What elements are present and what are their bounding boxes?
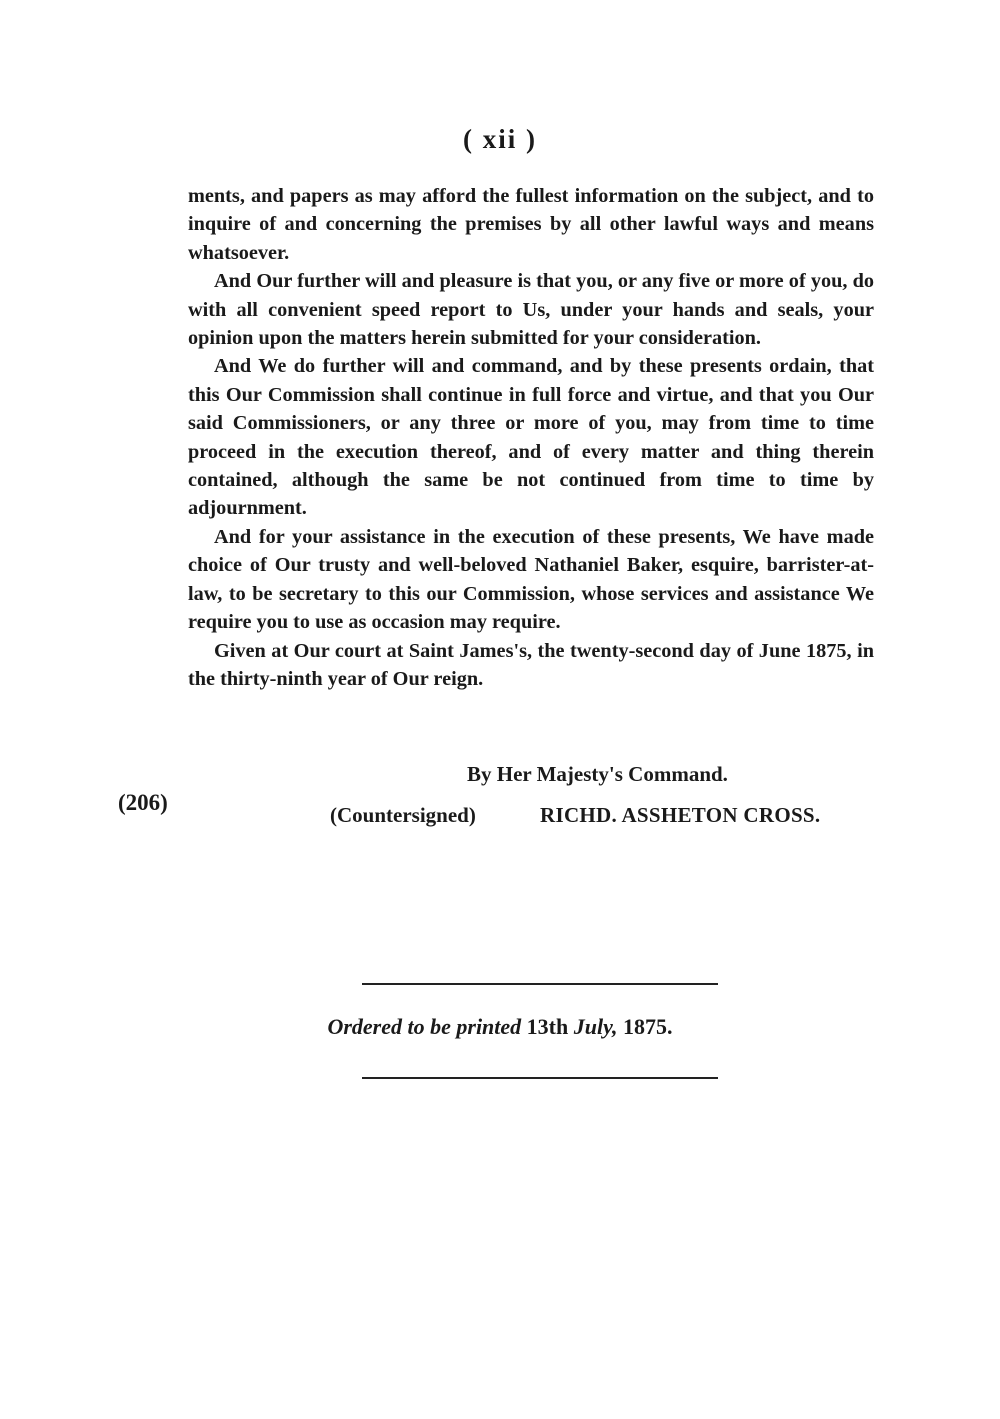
printed-day — [527, 1014, 569, 1039]
printed-month: July, — [573, 1014, 618, 1039]
printed-day-text: 13th — [526, 1014, 569, 1039]
paragraph-3: And We do further will and command, and by these presents ordain, that this Our Commission shall continue in full force and virtue, and that you Our said Commissioners, or any three or more of you, may from time to time proceed in the execution thereof, and of every matter and thing therein contained, although the same be not continued from time to time by adjournment. — [188, 355, 874, 520]
paragraph-4: And for your assistance in the execution of these presents, We have made choice of Our trusty and well-beloved Nathaniel Baker, esquire, barrister-at-law, to be secretary to this our Commission, whose services and assistance We require you to use as occasion may require. — [188, 525, 874, 634]
signer-name: RICHD. ASSHETON CROSS. — [540, 803, 821, 827]
divider-top — [362, 983, 718, 985]
printed-year: 1875. — [623, 1014, 673, 1039]
paragraph-1: ments, and papers as may afford the fullest information on the subject, and to inquire of and concerning the premises by all other lawful ways and means whatsoever. — [188, 185, 874, 264]
divider-bottom — [362, 1077, 718, 1079]
printed-order — [0, 1014, 1000, 1040]
ordered-prefix: Ordered to be printed — [327, 1014, 522, 1039]
paragraph-5: Given at Our court at Saint James's, the twenty-second day of June 1875, in the thirty-ninth year of Our reign. — [188, 639, 874, 690]
side-number: (206) — [118, 790, 168, 815]
paragraph-2: And Our further will and pleasure is that you, or any five or more of you, do with all convenient speed report to Us, under your hands and seals, your opinion upon the matters herein submitted for your consideration. — [188, 270, 874, 350]
commission-body-text — [188, 182, 874, 693]
command-line: By Her Majesty's Command. — [467, 762, 728, 786]
page-number: ( xii ) — [463, 124, 537, 154]
countersigned-label: (Countersigned) — [330, 803, 476, 827]
